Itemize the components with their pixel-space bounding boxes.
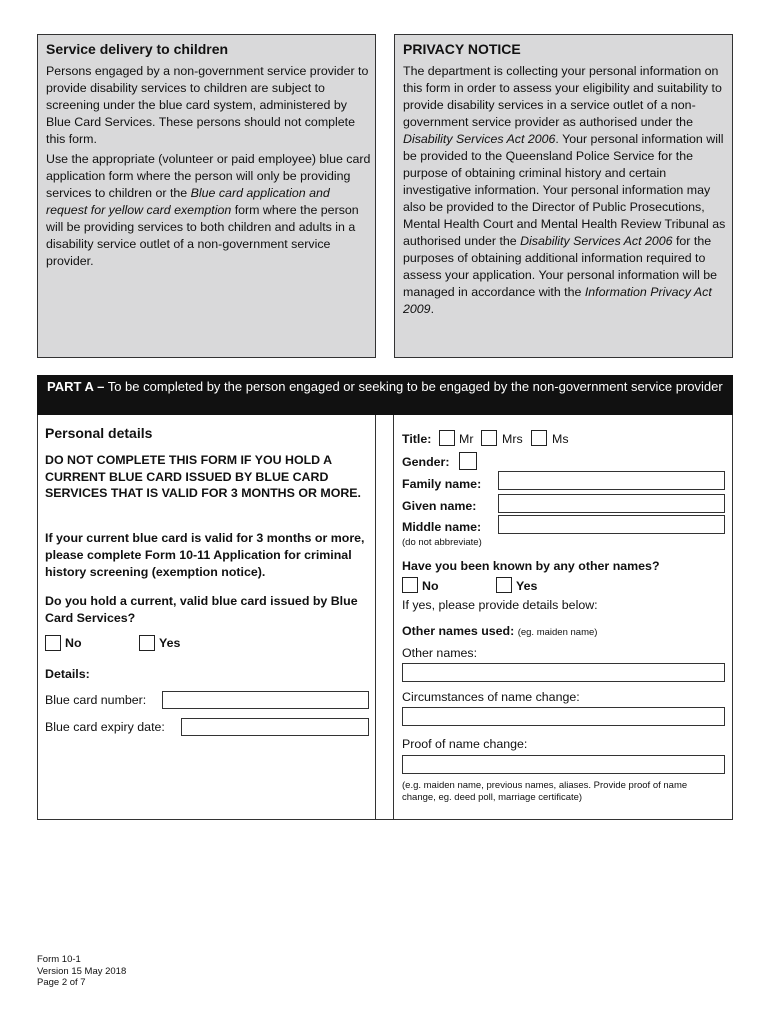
service-delivery-para1: Persons engaged by a non-government service provider to provide disability services to children are subject to screening under the blue card system, administered by Blue Card Services. These persons should not complete this form.: [46, 64, 369, 146]
privacy-act-3: Information Privacy Act 2009: [403, 285, 712, 316]
other-names-yes-label: Yes: [516, 579, 538, 593]
title-ms-label: Ms: [552, 432, 569, 446]
proof-note: (e.g. maiden name, previous names, aliases. Provide proof of name change, eg. deed poll, marriage certificate): [402, 780, 688, 803]
details-label: Details:: [45, 667, 90, 681]
para2-text-a: Use the appropriate (volunteer or paid employee) blue card application form where the person will only be providing services to children or the: [46, 152, 371, 200]
if-yes-instruction: If yes, please provide details below:: [402, 598, 598, 612]
blue-card-number-input[interactable]: [162, 691, 369, 709]
title-mrs-label: Mrs: [502, 432, 523, 446]
middle-name-input[interactable]: [498, 515, 725, 534]
privacy-text: [403, 63, 728, 318]
part-a-desc: To be completed by the person engaged or seeking to be engaged by the non-government service provider: [104, 379, 723, 394]
family-name-label: Family name:: [402, 477, 482, 491]
middle-name-label: Middle name:: [402, 520, 482, 534]
blue-card-expiry-label: Blue card expiry date:: [45, 720, 165, 734]
service-delivery-para2: [46, 151, 371, 270]
title-label: Title:: [402, 432, 432, 446]
blue-card-yes-checkbox[interactable]: [139, 635, 155, 651]
personal-details-title: Personal details: [45, 425, 153, 441]
proof-input[interactable]: [402, 755, 725, 774]
footer: [37, 954, 126, 989]
blue-card-expiry-input[interactable]: [181, 718, 369, 736]
gender-label: Gender:: [402, 455, 450, 469]
other-names-used-label: Other names used:: [402, 624, 515, 638]
given-name-label: Given name:: [402, 499, 477, 513]
blue-card-yes-label: Yes: [159, 636, 181, 650]
other-names-question: Have you been known by any other names?: [402, 559, 660, 573]
circumstances-label: Circumstances of name change:: [402, 690, 580, 704]
maiden-note: (eg. maiden name): [517, 627, 598, 638]
other-names-no-label: No: [422, 579, 439, 593]
part-a-label: PART A –: [47, 379, 105, 394]
title-ms-checkbox[interactable]: [531, 430, 547, 446]
blue-card-number-label: Blue card number:: [45, 693, 147, 707]
gender-input[interactable]: [459, 452, 477, 470]
privacy-notice-box: [394, 34, 733, 358]
circumstances-input[interactable]: [402, 707, 725, 726]
column-divider-2: [393, 415, 394, 820]
footer-form: Form 10-1: [37, 954, 81, 965]
other-names-label: Other names:: [402, 646, 478, 660]
other-names-used-line: [402, 624, 597, 638]
service-delivery-title: Service delivery to children: [46, 41, 229, 57]
privacy-act-1: Disability Services Act 2006: [403, 132, 556, 146]
privacy-text-1: The department is collecting your personal information on this form in order to assess your eligibility and suitability to provide disability services in a service outlet of a non-government service provider as authorised under the: [403, 64, 722, 129]
footer-page: Page 2 of 7: [37, 977, 86, 988]
title-mr-label: Mr: [459, 432, 474, 446]
no-abbreviate-note: (do not abbreviate): [402, 537, 482, 548]
other-names-input[interactable]: [402, 663, 725, 682]
column-divider: [375, 415, 376, 820]
privacy-text-2: . Your personal information will be provided to the Queensland Police Service for the purpose of obtaining criminal history and certain investigative information. Your personal information may also be provided to the Director of Public Prosecutions, Mental Health Court and Mental Health Review Tribunal as authorised under the: [403, 132, 726, 248]
privacy-act-2: Disability Services Act 2006: [520, 234, 673, 248]
title-mrs-checkbox[interactable]: [481, 430, 497, 446]
privacy-text-3: for the purposes of obtaining additional information required to assess your application. Your personal information will be managed in accordance with the: [403, 234, 718, 299]
blue-card-no-checkbox[interactable]: [45, 635, 61, 651]
privacy-title: PRIVACY NOTICE: [403, 41, 521, 57]
part-a-header: [37, 375, 733, 415]
para2-form-name: Blue card application and request for yellow card exemption: [46, 186, 330, 217]
para2-text-b: form where the person will be providing services to both children and adults in a disability service outlet of a non-government service provider.: [46, 203, 359, 268]
proof-label: Proof of name change:: [402, 737, 528, 751]
hold-card-question: Do you hold a current, valid blue card issued by Blue Card Services?: [45, 594, 358, 625]
service-delivery-box: [37, 34, 376, 358]
footer-version: Version 15 May 2018: [37, 965, 127, 977]
title-mr-checkbox[interactable]: [439, 430, 455, 446]
privacy-text-4: .: [430, 302, 435, 316]
other-names-yes-checkbox[interactable]: [496, 577, 512, 593]
other-names-no-checkbox[interactable]: [402, 577, 418, 593]
given-name-input[interactable]: [498, 494, 725, 513]
warning-text: DO NOT COMPLETE THIS FORM IF YOU HOLD A CURRENT BLUE CARD ISSUED BY BLUE CARD SERVICES THAT IS VALID FOR 3 MONTHS OR MORE.: [45, 453, 361, 500]
family-name-input[interactable]: [498, 471, 725, 490]
blue-card-no-label: No: [65, 636, 82, 650]
valid-card-text: If your current blue card is valid for 3 months or more, please complete Form 10-11 Application for criminal history screening (exemption notice).: [45, 531, 365, 579]
